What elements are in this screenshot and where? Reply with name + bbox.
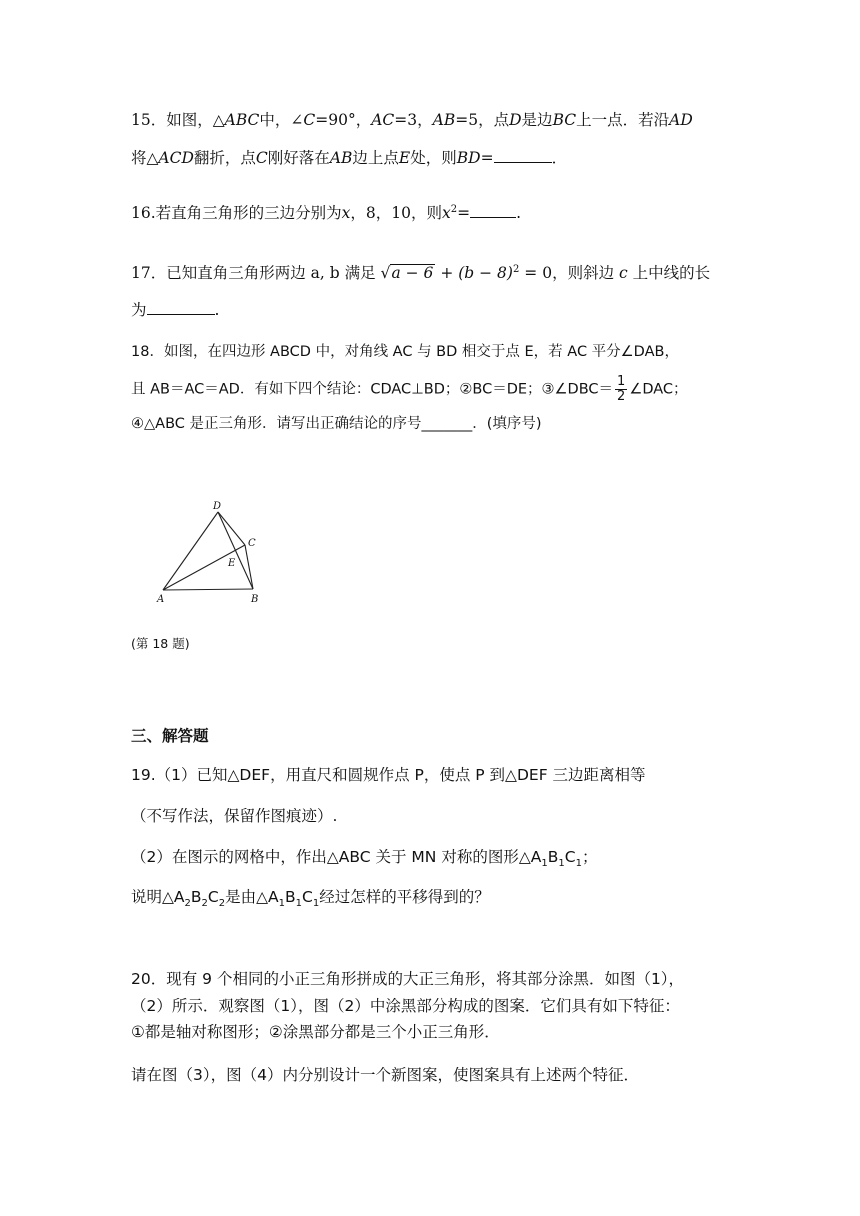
answer-blank [470, 201, 516, 218]
q17-line2: 为 . [131, 298, 219, 320]
q18-caption: (第 18 题) [131, 636, 190, 651]
label-C: C [248, 538, 256, 549]
label-B: B [251, 594, 259, 605]
label-E: E [228, 558, 236, 569]
answer-blank [147, 298, 215, 315]
segment-AD [163, 512, 218, 590]
fraction-half: $\frac{1}{2}$ [617, 374, 626, 404]
segment-AB [163, 589, 253, 590]
q15-line1: 15．如图，△ABC中，∠C=90°，AC=3，AB=5，点D是边BC上一点．若沿AD [131, 111, 693, 129]
q19-line3: （2）在图示的网格中，作出△ABC 关于 MN 对称的图形$\triangle A_1B_1C_1$； [131, 848, 598, 870]
q18-line2: 且 AB＝AC＝AD．有如下四个结论：CDAC⊥BD；②BC＝DE；③∠DBC＝ $\frac{1}{2}$ ∠DAC； [131, 374, 688, 404]
segment-DC [218, 512, 245, 545]
q20-line1: 20．现有 9 个相同的小正三角形拼成的大正三角形，将其部分涂黑．如图（1）， [131, 970, 685, 988]
q19-line1: 19.（1）已知△DEF，用直尺和圆规作点 P，使点 P 到△DEF 三边距离相等 [131, 766, 646, 784]
label-A: A [157, 594, 165, 605]
q20-line3: ①都是轴对称图形；②涂黑部分都是三个小正三角形． [131, 1023, 500, 1041]
q18-line3: ④△ABC 是正三角形．请写出正确结论的序号_______．(填序号) [131, 416, 542, 432]
q18-line1: 18．如图，在四边形 ABCD 中，对角线 AC 与 BD 相交于点 E，若 AC 平分∠DAB， [131, 344, 679, 360]
q19-line2: （不写作法，保留作图痕迹）. [131, 807, 338, 825]
q19-line4: 说明$\triangle A_2B_2C_2$是由$\triangle A_1B_1C_1$经过怎样的平移得到的？ [131, 888, 490, 910]
q15-line2: 将△ACD翻折，点C刚好落在AB边上点E处，则BD= ． [131, 146, 567, 168]
answer-blank [494, 146, 552, 163]
segment-CB [245, 545, 253, 589]
section-title: 三、解答题 [131, 727, 209, 745]
q18-figure [150, 495, 270, 607]
q20-line2: （2）所示．观察图（1），图（2）中涂黑部分构成的图案．它们具有如下特征： [131, 997, 680, 1015]
sqrt-symbol: √ [380, 264, 391, 283]
q16-line: 16.若直角三角形的三边分别为x，8，10，则$x^2=$ . [131, 200, 521, 223]
label-D: D [213, 501, 222, 512]
q20-line4: 请在图（3），图（4）内分别设计一个新图案，使图案具有上述两个特征． [131, 1066, 639, 1084]
q17-line1: 17．已知直角三角形两边 a, b 满足 $√a - 6 + (b - 8)^2 = 0$，则斜边 c 上中线的长 [131, 264, 711, 283]
